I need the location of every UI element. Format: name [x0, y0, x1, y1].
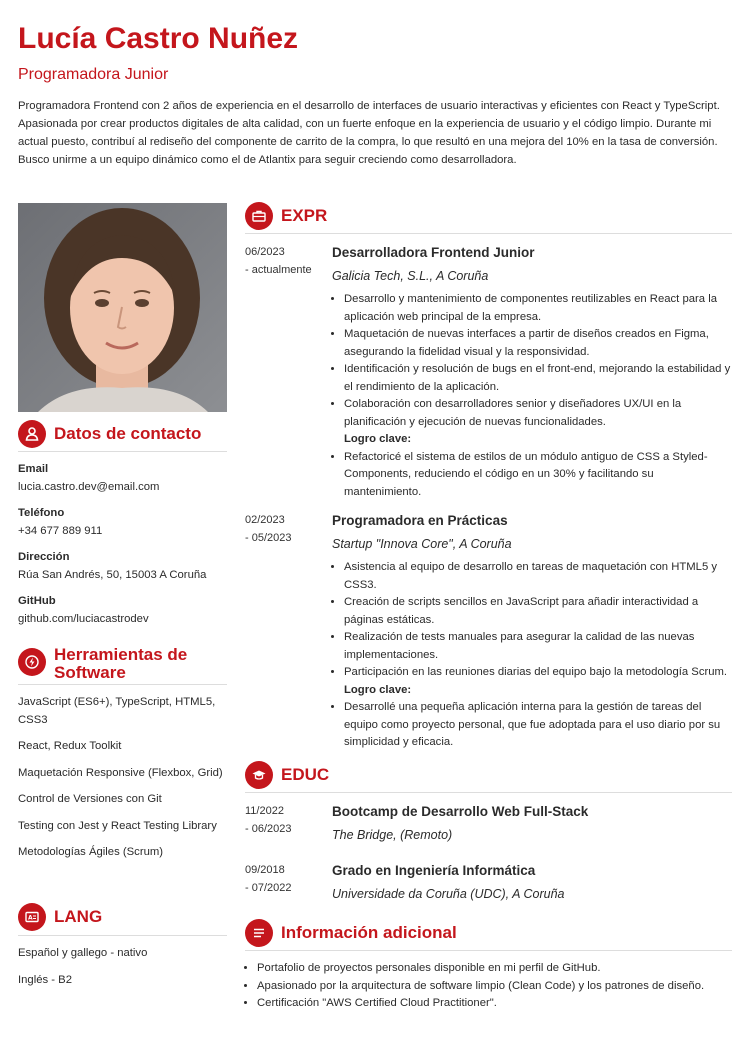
briefcase-icon — [245, 202, 273, 230]
contact-label: GitHub — [18, 595, 56, 607]
software-item: React, Redux Toolkit — [18, 740, 122, 752]
contact-heading: Datos de contacto — [54, 424, 202, 443]
person-icon — [18, 420, 46, 448]
date-end: - actualmente — [245, 263, 312, 276]
job-bullet: • Maquetación de nuevas interfaces a partir de diseños creados en Figma, asegurando la fidelidad visual y la responsividad. — [344, 326, 732, 361]
software-item: Control de Versiones con Git — [18, 793, 162, 805]
phone-value[interactable]: +34 677 889 911 — [18, 524, 103, 537]
job-organization: Startup "Innova Core", A Coruña — [332, 537, 512, 551]
job-details — [332, 512, 732, 752]
contact-email — [18, 461, 227, 496]
key-achievement-label: Logro clave: — [344, 683, 412, 696]
date-end: - 05/2023 — [245, 531, 292, 544]
address-value: Rúa San Andrés, 50, 15003 A Coruña — [18, 568, 207, 581]
additional-heading: Información adicional — [281, 923, 457, 942]
language-item: Español y gallego - nativo — [18, 947, 148, 959]
job-bullet: • Asistencia al equipo de desarrollo en tareas de maquetación con HTML5 y CSS3. — [344, 559, 732, 594]
job-bullet: • Desarrollo y mantenimiento de componentes reutilizables en React para la aplicación web principal de la empresa. — [344, 291, 732, 326]
key-achievement-label: Logro clave: — [344, 433, 412, 445]
divider — [245, 792, 732, 793]
key-achievement: • Desarrollé una pequeña aplicación interna para la gestión de tareas del equipo como proyecto personal, que fue adoptada para el uso diario por su simplicidad y eficacia. — [344, 699, 732, 752]
job-bullets — [332, 291, 732, 431]
software-item: JavaScript (ES6+), TypeScript, HTML5, CSS3 — [18, 696, 216, 726]
date-start: 02/2023 — [245, 514, 285, 526]
date-start: 09/2018 — [245, 864, 285, 876]
email-value[interactable]: lucia.castro.dev@email.com — [18, 480, 160, 493]
education-section-header — [245, 761, 329, 789]
languages-section-header — [18, 903, 102, 931]
job-details — [332, 244, 732, 501]
job-title: Programadora en Prácticas — [332, 513, 508, 528]
experience-heading: EXPR — [281, 206, 328, 225]
date-end: - 06/2023 — [245, 822, 292, 835]
date-start: 06/2023 — [245, 246, 285, 258]
education-details — [332, 862, 732, 903]
divider — [245, 233, 732, 234]
lightning-icon — [18, 648, 46, 676]
candidate-name: Lucía Castro Nuñez — [18, 22, 299, 55]
divider — [18, 935, 227, 936]
job-bullet: • Realización de tests manuales para asegurar la calidad de las nuevas implementaciones. — [344, 629, 732, 664]
graduation-cap-icon — [245, 761, 273, 789]
profile-photo-illustration — [18, 203, 227, 412]
divider — [18, 451, 227, 452]
languages-list — [18, 945, 227, 998]
institution: The Bridge, (Remoto) — [332, 828, 453, 842]
contact-label: Email — [18, 463, 49, 475]
additional-item: • Certificación "AWS Certified Cloud Practitioner". — [257, 995, 735, 1013]
software-item: Maquetación Responsive (Flexbox, Grid) — [18, 766, 223, 779]
text-lines-icon — [245, 919, 273, 947]
divider — [245, 950, 732, 951]
software-item: Metodologías Ágiles (Scrum) — [18, 846, 164, 858]
job-bullet: • Colaboración con desarrolladores senior y diseñadores UX/UI en la planificación y ejecución de nuevas funcionalidades. — [344, 396, 732, 431]
contact-label: Dirección — [18, 551, 70, 563]
language-card-icon — [18, 903, 46, 931]
svg-text:A: A — [28, 914, 33, 922]
job-bullet: • Identificación y resolución de bugs en el front-end, mejorando la estabilidad y el rendimiento de la aplicación. — [344, 361, 732, 396]
degree-title: Grado en Ingeniería Informática — [332, 863, 536, 878]
contact-label: Teléfono — [18, 507, 65, 519]
experience-section-header — [245, 202, 327, 230]
institution: Universidade da Coruña (UDC), A Coruña — [332, 887, 565, 901]
software-list — [18, 694, 227, 871]
languages-heading: LANG — [54, 907, 103, 926]
date-range — [245, 862, 325, 897]
contact-section-header — [18, 420, 201, 448]
education-heading: EDUC — [281, 765, 330, 784]
additional-list — [245, 960, 735, 1013]
job-bullet: • Creación de scripts sencillos en JavaScript para añadir interactividad a páginas estáticas. — [344, 594, 732, 629]
contact-github — [18, 593, 227, 628]
job-bullet: • Participación en las reuniones diarias del equipo bajo la metodología Scrum. — [344, 664, 732, 682]
candidate-title: Programadora Junior — [18, 66, 169, 83]
date-start: 11/2022 — [245, 805, 284, 817]
additional-section-header — [245, 919, 457, 947]
additional-item: • Apasionado por la arquitectura de software limpio (Clean Code) y los patrones de diseño. — [257, 978, 735, 996]
profile-summary: Programadora Frontend con 2 años de experiencia en el desarrollo de interfaces de usuario interactivas y eficientes con React y TypeScript. Apasionada por crear productos digitales de alta calidad, con un fuerte enfoque en la experiencia de usuario y el código limpio. Durante mi actual puesto, contribuí al rediseño del componente de carrito de la compra, lo que resultó en una mejora del 10% en la tasa de conversión. Busco unirme a un equipo dinámico como el de Atlantix para seguir creciendo como desarrolladora. — [18, 100, 720, 166]
github-value[interactable]: github.com/luciacastrodev — [18, 612, 149, 625]
software-section-header — [18, 646, 204, 682]
job-organization: Galicia Tech, S.L., A Coruña — [332, 269, 489, 283]
job-title: Desarrolladora Frontend Junior — [332, 245, 535, 260]
software-item: Testing con Jest y React Testing Library — [18, 819, 217, 832]
date-range — [245, 803, 325, 838]
divider — [18, 684, 227, 685]
date-end: - 07/2022 — [245, 881, 292, 894]
degree-title: Bootcamp de Desarrollo Web Full-Stack — [332, 804, 589, 819]
date-range — [245, 244, 325, 279]
software-heading: Herramientas de Software — [54, 645, 188, 682]
profile-photo — [18, 203, 227, 412]
job-bullets — [332, 559, 732, 682]
contact-list — [18, 461, 227, 637]
additional-item: • Portafolio de proyectos personales disponible en mi perfil de GitHub. — [257, 960, 735, 978]
key-achievement: • Refactoricé el sistema de estilos de un módulo antiguo de CSS a Styled-Components, reduciendo el código en un 30% y facilitando su mantenimiento. — [344, 449, 732, 502]
key-achievement-list — [332, 699, 732, 752]
contact-phone — [18, 505, 227, 540]
key-achievement-list — [332, 449, 732, 502]
contact-address — [18, 549, 227, 584]
language-item: Inglés - B2 — [18, 973, 73, 986]
date-range — [245, 512, 325, 547]
education-details — [332, 803, 732, 844]
